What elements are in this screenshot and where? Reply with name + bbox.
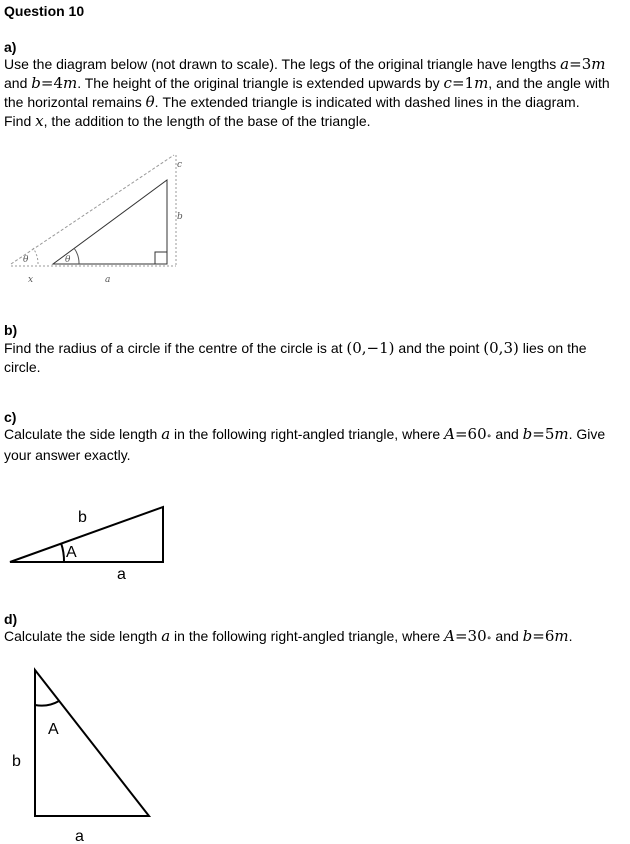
label-b-c: b <box>78 509 87 526</box>
label-A-c: A <box>66 544 77 561</box>
part-a-label: a) <box>4 39 17 55</box>
part-d-text: Calculate the side length a in the following right-angled triangle, where A=30∘ and b=6m. <box>4 627 573 645</box>
right-angle-marker <box>155 252 167 264</box>
label-a: a <box>105 275 111 285</box>
label-x: x <box>28 275 34 285</box>
part-a-text: Use the diagram below (not drawn to scale). The legs of the original triangle have lengths a=3m and b=4m. The height of the original triangle is extended upwards by c=1m, and the angle with the horizontal remains θ. The extended triangle is indicated with dashed lines in the diagram. Find x, the addition to the length of the base of the triangle. <box>4 55 610 130</box>
label-a-c: a <box>117 566 126 583</box>
label-b: b <box>177 212 183 222</box>
part-b-text: Find the radius of a circle if the centre of the circle is at (0,−1) and the point (0,3) lies on the circle. <box>4 339 587 375</box>
part-c-diagram <box>0 495 200 590</box>
label-a-d: a <box>75 828 84 844</box>
question-title: Question 10 <box>4 3 85 19</box>
part-d-diagram <box>0 660 170 844</box>
triangle-d <box>35 670 149 816</box>
original-triangle <box>53 180 167 264</box>
part-c-label: c) <box>4 409 17 425</box>
part-b-label: b) <box>4 322 18 338</box>
angle-arc-c <box>61 543 64 562</box>
label-A-d: A <box>48 721 59 738</box>
part-c-text: Calculate the side length a in the following right-angled triangle, where A=60∘ and b=5m. Give your answer exactly. <box>4 425 606 463</box>
label-b-d: b <box>12 753 21 770</box>
dashed-hypotenuse <box>11 155 174 264</box>
part-a-diagram <box>0 148 200 288</box>
label-theta: θ <box>65 255 71 265</box>
theta-arc <box>74 248 79 264</box>
part-d-label: d) <box>4 611 18 627</box>
label-c: c <box>177 160 183 170</box>
angle-arc-d <box>35 701 59 706</box>
label-theta-dashed: θ <box>23 255 29 265</box>
theta-arc-dashed <box>33 248 38 264</box>
